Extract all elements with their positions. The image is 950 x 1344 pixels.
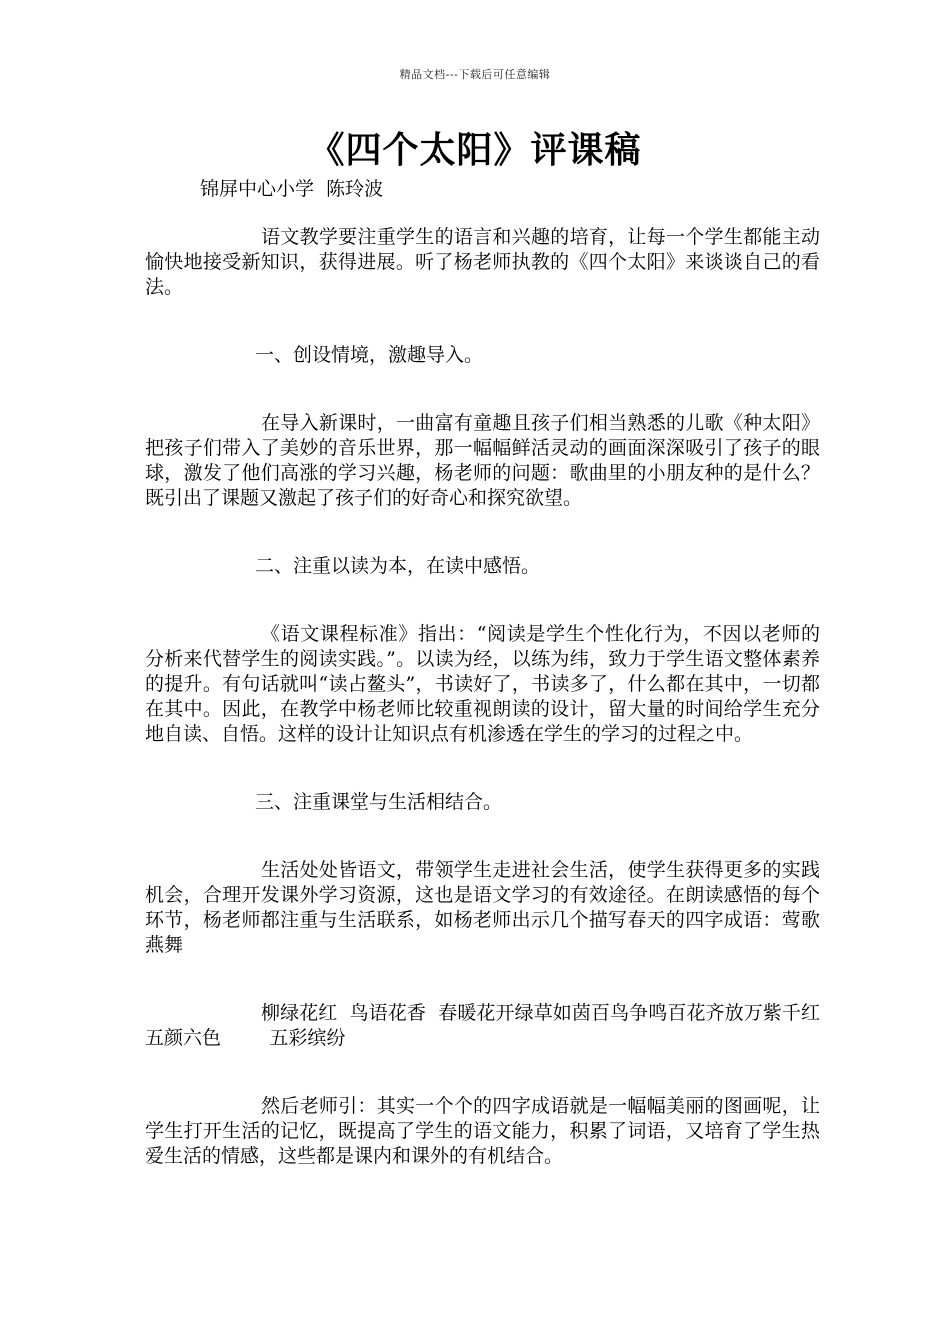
- idiom-list-paragraph: 柳绿花红 鸟语花香 春暖花开绿草如茵百鸟争鸣百花齐放万紫千红 五颜六色 五彩缤纷: [145, 1002, 869, 1049]
- section-paragraph: 生活处处皆语文，带领学生走进社会生活，使学生获得更多的实践机会，合理开发课外学习资源，这也是语文学习的有效途径。在朗读感悟的每个环节，杨老师都注重与生活联系，如杨老师出示几个描写春天的四字成语：莺歌燕舞: [145, 859, 820, 956]
- section-paragraph: 在导入新课时，一曲富有童趣且孩子们相当熟悉的儿歌《种太阳》把孩子们带入了美妙的音乐世界，那一幅幅鲜活灵动的画面深深吸引了孩子的眼球，激发了他们高涨的学习兴趣，杨老师的问题：歌曲里的小朋友种的是什么？既引出了课题又激起了孩子们的好奇心和探究欲望。: [145, 412, 820, 509]
- section-paragraph: 《语文课程标准》指出：“阅读是学生个性化行为，不因以老师的分析来代替学生的阅读实践。”。以读为经，以练为纬，致力于学生语文整体素养的提升。有句话就叫“读占鳌头”，书读好了，书读多了，什么都在其中，一切都在其中。因此，在教学中杨老师比较重视朗读的设计，留大量的时间给学生充分地自读、自悟。这样的设计让知识点有机渗透在学生的学习的过程之中。: [145, 623, 820, 745]
- intro-paragraph: 语文教学要注重学生的语言和兴趣的培育，让每一个学生都能主动愉快地接受新知识，获得进展。听了杨老师执教的《四个太阳》来谈谈自己的看法。: [145, 226, 820, 298]
- author-byline: 锦屏中心小学 陈玲波: [200, 178, 384, 200]
- section-heading: 二、注重以读为本，在读中感悟。: [255, 555, 541, 577]
- header-note: 精品文档---下载后可任意编辑: [399, 68, 551, 81]
- document-body: [145, 225, 869, 1212]
- section-paragraph: 然后老师引：其实一个个的四字成语就是一幅幅美丽的图画呢，让学生打开生活的记忆，既提高了学生的语文能力，积累了词语，又培育了学生热爱生活的情感，这些都是课内和课外的有机结合。: [145, 1095, 820, 1167]
- section-heading: 三、注重课堂与生活相结合。: [255, 791, 503, 813]
- section-heading: 一、创设情境，激趣导入。: [255, 344, 484, 366]
- document-title: 《四个太阳》评课稿: [308, 129, 642, 171]
